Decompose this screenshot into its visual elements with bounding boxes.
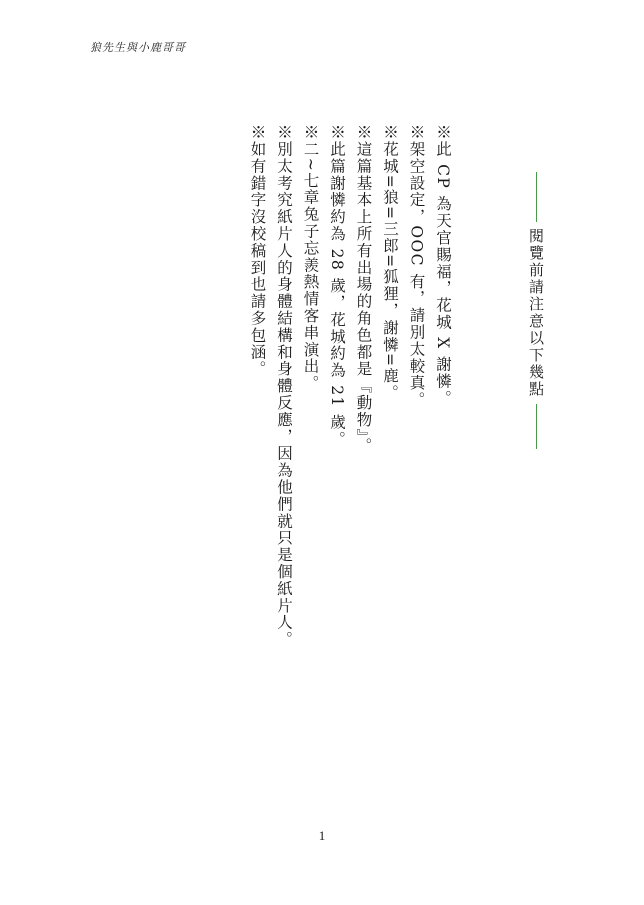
notice-title: 閱覽前請注意以下幾點 bbox=[527, 228, 545, 398]
page-number: 1 bbox=[318, 828, 326, 843]
notes-list bbox=[244, 124, 456, 704]
note-item: ※架空設定，OOC 有，請別太較真。 bbox=[407, 124, 426, 409]
note-item: ※如有錯字沒校稿到也請多包涵。 bbox=[248, 124, 267, 378]
notice-title-block bbox=[526, 172, 547, 468]
title-rule-bottom bbox=[536, 404, 537, 449]
title-rule-top bbox=[536, 172, 537, 222]
running-header: 狼先生與小鹿哥哥 bbox=[90, 41, 186, 54]
note-item: ※此 CP 為天官賜福，花城 X 謝憐。 bbox=[434, 124, 452, 407]
note-item: ※此篇謝憐約為 28 歲，花城約為 21 歲。 bbox=[328, 124, 346, 448]
note-item: ※別太考究紙片人的身體結構和身體反應，因為他們就只是個紙片人。 bbox=[275, 124, 293, 648]
note-item: ※花城=狼=三郎=狐狸，謝憐=鹿。 bbox=[381, 124, 399, 402]
note-item: ※二~七章兔子忘羨熱情客串演出。 bbox=[301, 124, 320, 392]
note-item: ※這篇基本上所有出場的角色都是『動物』。 bbox=[354, 124, 373, 455]
